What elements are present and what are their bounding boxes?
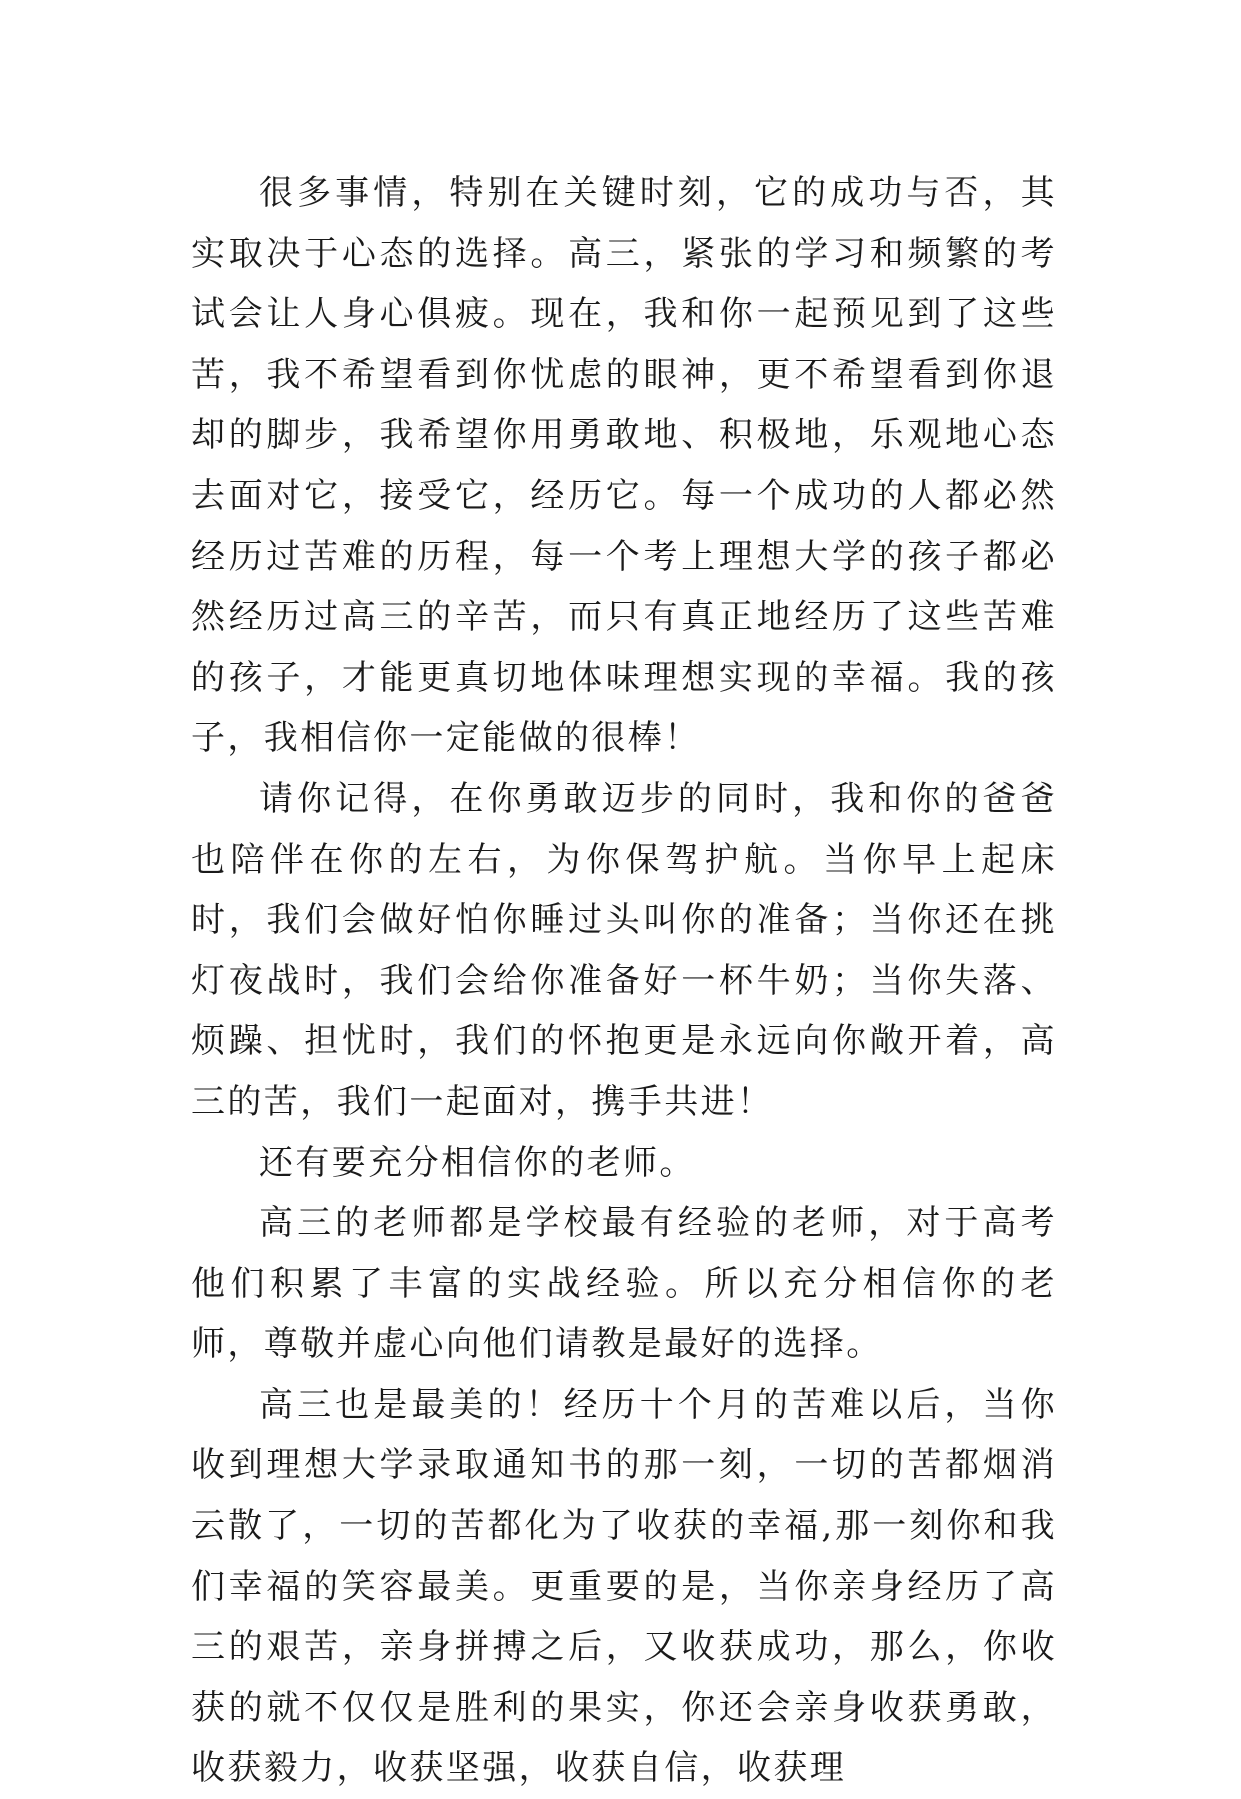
paragraph-4: 高三的老师都是学校最有经验的老师，对于高考他们积累了丰富的实战经验。所以充分相信你的老师，尊敬并虚心向他们请教是最好的选择。 bbox=[191, 1203, 1057, 1365]
paragraph-3: 还有要充分相信你的老师。 bbox=[259, 1142, 696, 1183]
body-text bbox=[191, 163, 1057, 1799]
paragraph-2: 请你记得，在你勇敢迈步的同时，我和你的爸爸也陪伴在你的左右，为你保驾护航。当你早上起床时，我们会做好怕你睡过头叫你的准备；当你还在挑灯夜战时，我们会给你准备好一杯牛奶；当你失落、烦躁、担忧时，我们的怀抱更是永远向你敞开着，高三的苦，我们一起面对，携手共进！ bbox=[191, 778, 1057, 1122]
paragraph-1: 很多事情，特别在关键时刻，它的成功与否，其实取决于心态的选择。高三，紧张的学习和频繁的考试会让人身心俱疲。现在，我和你一起预见到了这些苦，我不希望看到你忧虑的眼神，更不希望看到你退却的脚步，我希望你用勇敢地、积极地，乐观地心态去面对它，接受它，经历它。每一个成功的人都必然经历过苦难的历程，每一个考上理想大学的孩子都必然经历过高三的辛苦，而只有真正地经历了这些苦难的孩子，才能更真切地体味理想实现的幸福。我的孩子，我相信你一定能做的很棒！ bbox=[191, 173, 1057, 759]
paragraph-5: 高三也是最美的！经历十个月的苦难以后，当你收到理想大学录取通知书的那一刻，一切的苦都烟消云散了，一切的苦都化为了收获的幸福,那一刻你和我们幸福的笑容最美。更重要的是，当你亲身经历了高三的艰苦，亲身拼搏之后，又收获成功，那么，你收获的就不仅仅是胜利的果实，你还会亲身收获勇敢，收获毅力，收获坚强，收获自信，收获理 bbox=[191, 1384, 1057, 1789]
